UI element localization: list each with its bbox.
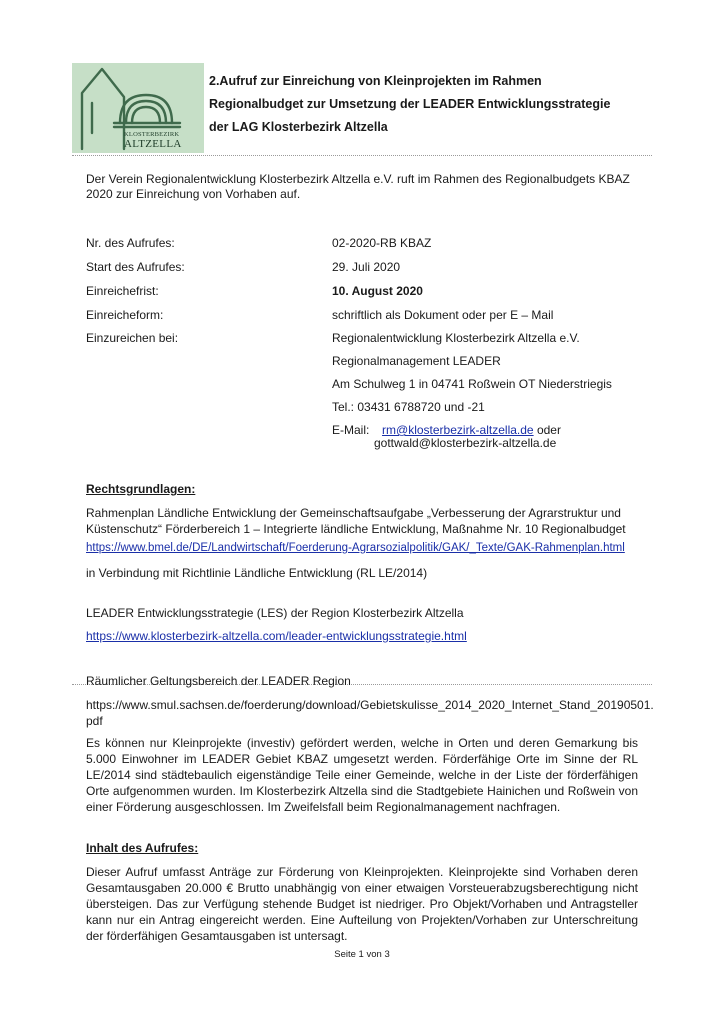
email-or: oder	[536, 423, 561, 437]
rahmenplan-line-1: Rahmenplan Ländliche Entwicklung der Gemeinschaftsaufgabe „Verbesserung der Agrarstruktur und	[86, 506, 621, 520]
nr-label: Nr. des Aufrufes:	[86, 236, 175, 250]
intro-line-2: 2020 zur Einreichung von Vorhaben auf.	[86, 187, 301, 201]
inhalt-heading: Inhalt des Aufrufes:	[86, 841, 199, 855]
logo-small-text: KLOSTERBEZIRK	[124, 131, 180, 138]
frist-label: Einreichefrist:	[86, 284, 159, 298]
gebietskulisse-url	[86, 697, 654, 729]
gebietskulisse-url-line-2: pdf	[86, 714, 103, 728]
address-line-1: Regionalentwicklung Klosterbezirk Altzella e.V.	[332, 331, 580, 345]
document-title	[209, 70, 649, 139]
logo-klosterbezirk-altzella	[72, 63, 204, 153]
email-prefix: E-Mail:	[332, 423, 370, 437]
frist-value: 10. August 2020	[332, 284, 423, 298]
address-line-3: Am Schulweg 1 in 04741 Roßwein OT Niederstriegis	[332, 377, 612, 391]
nr-value: 02-2020-RB KBAZ	[332, 236, 432, 250]
inhalt-paragraph: Dieser Aufruf umfasst Anträge zur Förderung von Kleinprojekten. Kleinprojekte sind Vorhaben deren Gesamtausgaben 20.000 € Brutto unabhängig von einer etwaigen Vorsteuerabzugsberechtigung nicht übersteigen. Das zur Verfügung stehende Budget ist niedriger. Pro Objekt/Vorhaben und Antragsteller kann nur ein Antrag eingereicht werden. Eine Aufteilung von Projekten/Vorhaben zur Unterschreitung der förderfähigen Gesamtausgaben ist untersagt.	[86, 865, 638, 943]
foerderung-paragraph: Es können nur Kleinprojekte (investiv) gefördert werden, welche in Orten und deren Gemarkung bis 5.000 Einwohner im LEADER Gebiet KBAZ umgesetzt werden. Förderfähige Orte im Sinne der RL LE/2014 sind städtebaulich eigenständige Teile einer Gemeinde, welche in der Liste der förderfähigen Orte aufgenommen wurden. Im Klosterbezirk Altzella sind die Stadtgebiete Hainichen und Roßwein von einer Förderung ausgeschlossen. Im Zweifelsfall beim Regionalmanagement nachfragen.	[86, 736, 638, 814]
rl-le-text: in Verbindung mit Richtlinie Ländliche Entwicklung (RL LE/2014)	[86, 566, 428, 580]
rechtsgrundlagen-heading: Rechtsgrundlagen:	[86, 482, 196, 496]
title-line-3: der LAG Klosterbezirk Altzella	[209, 120, 388, 134]
telephone: Tel.: 03431 6788720 und -21	[332, 400, 485, 414]
page-number: Seite 1 von 3	[334, 949, 390, 960]
email-gottwald: gottwald@klosterbezirk-altzella.de	[374, 436, 557, 450]
email-row	[332, 423, 561, 437]
bei-label: Einzureichen bei:	[86, 331, 179, 345]
email-link-rm[interactable]: rm@klosterbezirk-altzella.de	[382, 423, 534, 437]
form-value: schriftlich als Dokument oder per E – Mail	[332, 308, 554, 322]
address-line-2: Regionalmanagement LEADER	[332, 354, 501, 368]
logo-big-text: ALTZELLA	[124, 138, 182, 150]
form-label: Einreicheform:	[86, 308, 164, 322]
geltungsbereich-text: Räumlicher Geltungsbereich der LEADER Region	[86, 674, 351, 688]
gak-rahmenplan-link[interactable]: https://www.bmel.de/DE/Landwirtschaft/Foerderung-Agrarsozialpolitik/GAK/_Texte/GAK-Rahmenplan.html	[86, 542, 625, 554]
gebietskulisse-url-line-1: https://www.smul.sachsen.de/foerderung/download/Gebietskulisse_2014_2020_Internet_Stand_20190501.	[86, 698, 654, 712]
header-divider	[72, 155, 652, 156]
start-value: 29. Juli 2020	[332, 260, 401, 274]
title-line-1: 2.Aufruf zur Einreichung von Kleinprojekten im Rahmen	[209, 74, 542, 88]
les-link[interactable]: https://www.klosterbezirk-altzella.com/leader-entwicklungsstrategie.html	[86, 629, 467, 643]
les-text: LEADER Entwicklungsstrategie (LES) der Region Klosterbezirk Altzella	[86, 606, 464, 620]
title-line-2: Regionalbudget zur Umsetzung der LEADER Entwicklungsstrategie	[209, 97, 611, 111]
rahmenplan-line-2: Küstenschutz“ Förderbereich 1 – Integrierte ländliche Entwicklung, Maßnahme Nr. 10 Regionalbudget	[86, 522, 626, 536]
start-label: Start des Aufrufes:	[86, 260, 185, 274]
intro-text	[86, 172, 646, 202]
intro-line-1: Der Verein Regionalentwicklung Klosterbezirk Altzella e.V. ruft im Rahmen des Regionalbudgets KBAZ	[86, 172, 630, 186]
rahmenplan-text	[86, 505, 638, 537]
